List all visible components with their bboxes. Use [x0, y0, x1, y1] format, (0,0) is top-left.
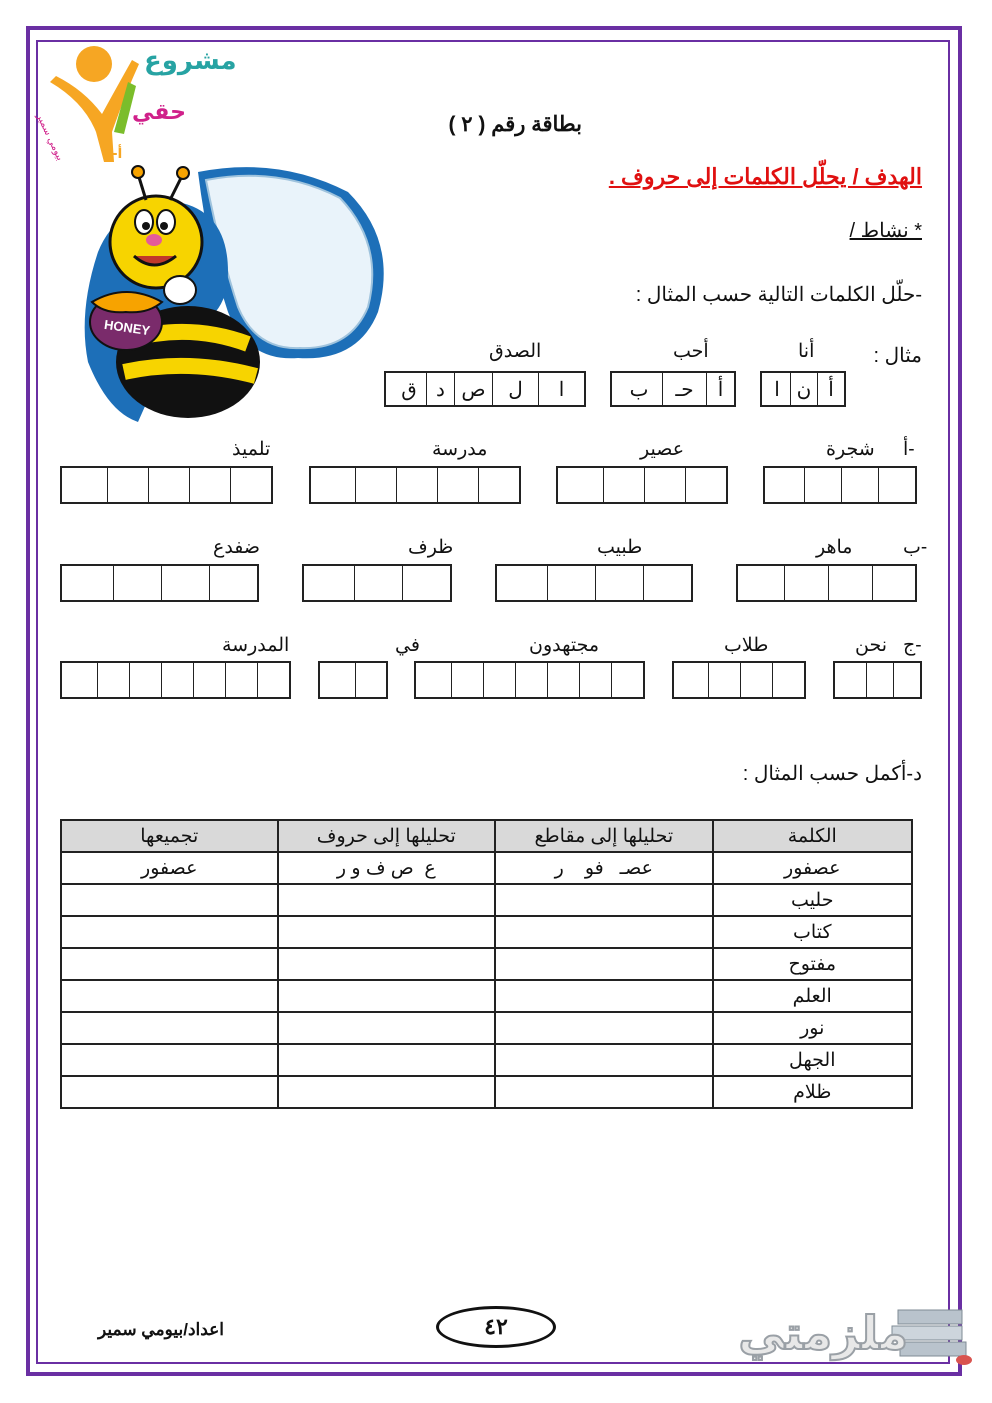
row-c-prefix: ج-	[903, 635, 922, 656]
row-a-prefix: أ-	[903, 439, 915, 460]
example-letter: د	[426, 373, 454, 405]
card-title: بطاقة رقم ( ٢ )	[448, 113, 582, 136]
table-cell: الجهل	[713, 1044, 912, 1076]
table-row	[61, 948, 912, 980]
watermark-text: ملزمتي	[738, 1306, 908, 1360]
row-c-word-1: نحن	[855, 635, 888, 656]
activity-label: * نشاط /	[849, 220, 922, 242]
example-letter: ل	[492, 373, 538, 405]
row-c-word-4: في	[395, 635, 420, 656]
row-c-boxes-2[interactable]	[672, 661, 806, 699]
project-logo	[34, 42, 237, 167]
table-cell: عصفور	[713, 852, 912, 884]
table-row	[61, 884, 912, 916]
example-label: مثال :	[873, 345, 922, 367]
logo-word-project: مشروع	[144, 46, 237, 76]
table-cell: حليب	[713, 884, 912, 916]
example-letter: ب	[629, 378, 649, 401]
table-row	[61, 1076, 912, 1108]
row-b-word-1: ماهر	[816, 537, 853, 558]
logo-word-right: حقي	[132, 100, 186, 125]
table-row	[61, 916, 912, 948]
row-a-word-2: عصير	[640, 439, 685, 460]
row-a-word-3: مدرسة	[432, 439, 488, 460]
example-letter: حـ	[662, 373, 706, 405]
row-c-boxes-4[interactable]	[318, 661, 388, 699]
row-c-word-5: المدرسة	[222, 635, 290, 656]
row-a-boxes-3[interactable]	[309, 466, 521, 504]
table-cell: ظلام	[713, 1076, 912, 1108]
example-letter: ق	[401, 378, 417, 401]
table-header-assembly: تجميعها	[61, 820, 278, 852]
row-b-word-3: ظرف	[408, 537, 454, 558]
example-letters-2	[610, 371, 736, 407]
row-a-boxes-1[interactable]	[763, 466, 917, 504]
row-c-boxes-1[interactable]	[833, 661, 922, 699]
row-a-word-1: شجرة	[826, 439, 875, 460]
row-a-word-4: تلميذ	[232, 439, 271, 460]
analysis-table	[60, 819, 913, 1109]
row-b-word-2: طبيب	[597, 537, 643, 558]
row-c-boxes-3[interactable]	[414, 661, 645, 699]
row-a-boxes-2[interactable]	[556, 466, 728, 504]
table-header-syllables: تحليلها إلى مقاطع	[495, 820, 713, 852]
row-b-prefix: ب-	[903, 537, 928, 558]
table-header-row	[61, 820, 912, 852]
table-cell: كتاب	[713, 916, 912, 948]
logo-tagline: بيومي سمير	[34, 112, 66, 163]
example-word-2: أحب	[673, 341, 709, 362]
table-cell: ع ص ف و ر	[278, 852, 496, 884]
table-header-word: الكلمة	[713, 820, 912, 852]
table-cell: نور	[713, 1012, 912, 1044]
table-header-letters: تحليلها إلى حروف	[278, 820, 496, 852]
table-cell: عصفور	[61, 852, 278, 884]
table-cell: مفتوح	[713, 948, 912, 980]
table-cell: عصـ فو ر	[495, 852, 713, 884]
example-letter: ا	[774, 378, 780, 401]
table-row	[61, 980, 912, 1012]
activity-instruction: -حلّل الكلمات التالية حسب المثال :	[635, 284, 922, 306]
example-word-3: الصدق	[489, 341, 542, 362]
row-b-boxes-4[interactable]	[60, 564, 259, 602]
table-example-row	[61, 852, 912, 884]
example-letter: أ	[817, 373, 844, 405]
example-letter: ا	[538, 373, 584, 405]
honey-jar-label: HONEY	[103, 316, 152, 339]
author-credit: اعداد/بيومي سمير	[98, 1320, 225, 1339]
row-c-word-2: طلاب	[724, 635, 769, 656]
lesson-goal: الهدف / يحلّل الكلمات إلى حروف .	[608, 164, 922, 189]
logo-level: أ-1	[102, 146, 123, 162]
row-b-boxes-1[interactable]	[736, 564, 917, 602]
bee-illustration	[78, 162, 384, 424]
row-c-boxes-5[interactable]	[60, 661, 291, 699]
row-a-boxes-4[interactable]	[60, 466, 273, 504]
example-letters-1	[760, 371, 846, 407]
row-b-boxes-2[interactable]	[495, 564, 693, 602]
table-row	[61, 1044, 912, 1076]
page-number: ٤٢	[436, 1306, 556, 1348]
table-cell: العلم	[713, 980, 912, 1012]
section-d-label: د-أكمل حسب المثال :	[742, 763, 922, 785]
example-letter: أ	[706, 373, 734, 405]
watermark-logo	[668, 1300, 978, 1380]
row-b-boxes-3[interactable]	[302, 564, 452, 602]
example-letters-3	[384, 371, 586, 407]
row-b-word-4: ضفدع	[213, 537, 261, 558]
table-row	[61, 1012, 912, 1044]
example-letter: ن	[790, 373, 817, 405]
example-word-1: أنا	[798, 341, 815, 362]
row-c-word-3: مجتهدون	[529, 635, 600, 656]
example-letter: ص	[454, 373, 492, 405]
